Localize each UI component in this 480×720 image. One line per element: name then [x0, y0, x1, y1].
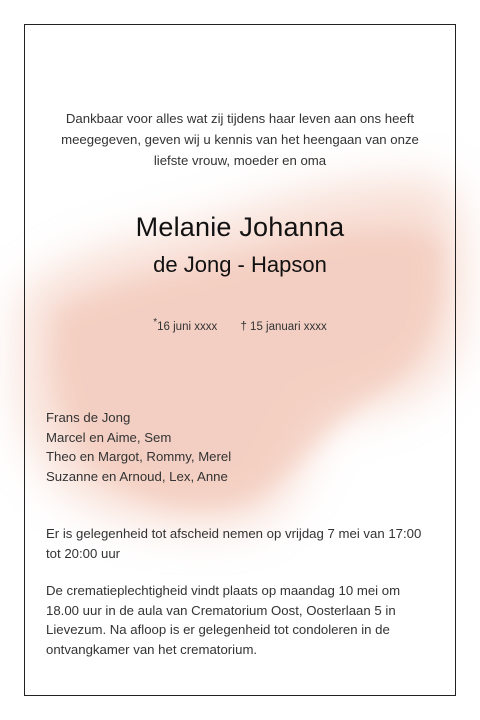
intro-text: Dankbaar voor alles wat zij tijdens haar leven aan ons heeft meegegeven, geven wij u kennis van het heengaan van onze liefste vrouw, moeder en oma	[61, 111, 419, 168]
death-date: † 15 januari xxxx	[240, 320, 327, 333]
death-cross-icon: †	[240, 320, 247, 333]
ceremony-text: De crematieplechtigheid vindt plaats op maandag 10 mei om 18.00 uur in de aula van Crematorium Oost, Oosterlaan 5 in Lievezum. Na afloop is er gelegenheid tot condoleren in de ontvangkamer van het crematorium.	[46, 583, 401, 657]
deceased-name: Melanie Johanna	[135, 212, 345, 242]
family-list	[46, 408, 426, 486]
family-line: Frans de Jong	[46, 410, 131, 425]
life-dates	[0, 317, 480, 333]
family-line: Suzanne en Arnoud, Lex, Anne	[46, 468, 228, 484]
family-line: Marcel en Aime, Sem	[46, 429, 172, 445]
family-line: Theo en Margot, Rommy, Merel	[46, 449, 232, 464]
birth-star-icon: *	[153, 317, 158, 328]
deceased-surname: de Jong - Hapson	[153, 252, 327, 277]
birth-date: *16 juni xxxx	[153, 317, 218, 333]
farewell-text: Er is gelegenheid tot afscheid nemen op vrijdag 7 mei van 17:00 tot 20:00 uur	[46, 526, 422, 561]
